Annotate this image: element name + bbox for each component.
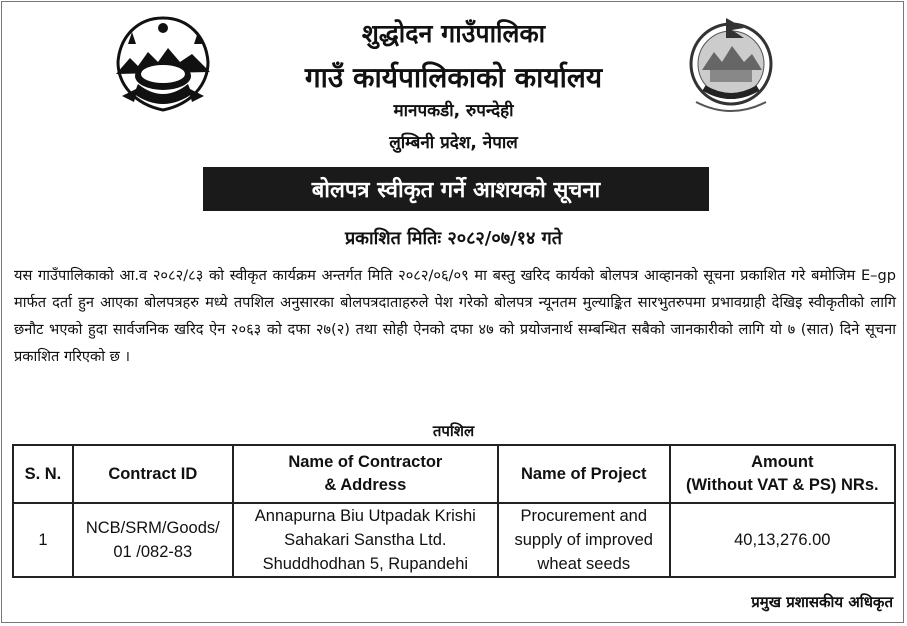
cell-contract-id-value: NCB/SRM/Goods/ 01 /082-83 [85, 519, 220, 561]
province-country: लुम्बिनी प्रदेश, नेपाल [389, 133, 518, 153]
office-name: गाउँ कार्यपालिकाको कार्यालय [304, 61, 603, 94]
published-date: प्रकाशित मितिः २०८२/०७/१४ गते [344, 228, 563, 249]
office-location: मानपकडी, रुपन्देही [393, 101, 514, 121]
cell-project [498, 503, 670, 577]
municipality-name: शुद्धोदन गाउँपालिका [361, 19, 546, 48]
header-amount-label: Amount (Without VAT & PS) NRs. [685, 453, 879, 494]
cell-contractor [233, 503, 498, 577]
header-sn-label: S. N. [24, 464, 62, 483]
header-project [498, 445, 670, 503]
notice-title-banner: बोलपत्र स्वीकृत गर्ने आशयको सूचना [203, 167, 709, 211]
header-amount [670, 445, 895, 503]
contract-award-table [12, 444, 896, 578]
header-project-label: Name of Project [520, 464, 647, 483]
header-contractor [233, 445, 498, 503]
table-row [13, 503, 895, 577]
cell-contract-id [73, 503, 233, 577]
signature-title: प्रमुख प्रशासकीय अधिकृत [751, 593, 893, 611]
cell-amount [670, 503, 895, 577]
cell-amount-value: 40,13,276.00 [734, 531, 831, 549]
header-contract-id [73, 445, 233, 503]
header-contract-id-label: Contract ID [108, 464, 198, 483]
header-sn [13, 445, 73, 503]
cell-sn [13, 503, 73, 577]
notice-body-text: यस गाउँपालिकाको आ.व २०८२/८३ को स्वीकृत कार्यक्रम अन्तर्गत मिति २०८२/०६/०९ मा बस्तु खरिद कार्यको बोलपत्र आव्हानको सूचना प्रकाशित गरे बमोजिम E–gp मार्फत दर्ता हुन आएका बोलपत्रहरु मध्ये तपशिल अनुसारका बोलपत्रदाताहरुले पेश गरेको बोलपत्र न्यूनतम मुल्याङ्कित सारभुतरुपमा प्रभावग्राही देखिइ स्वीकृतीको लागि छनौट भएको हुदा सार्वजनिक खरिद ऐन २०६३ को दफा २७(२) तथा सोही ऐनको दफा ४७ को प्रयोजनार्थ सम्बन्धित सबैको जानकारीको लागि यो ७ (सात) दिने सूचना प्रकाशित गरिएको छ । [14, 267, 896, 365]
cell-contractor-value: Annapurna Biu Utpadak Krishi Sahakari Sanstha Ltd. Shuddhodhan 5, Rupandehi [254, 507, 476, 573]
table-header-row [13, 445, 895, 503]
cell-project-value: Procurement and supply of improved wheat seeds [514, 507, 653, 573]
table-caption: तपशिल [432, 422, 475, 440]
cell-sn-value: 1 [38, 531, 48, 549]
header-contractor-label: Name of Contractor & Address [288, 453, 443, 494]
